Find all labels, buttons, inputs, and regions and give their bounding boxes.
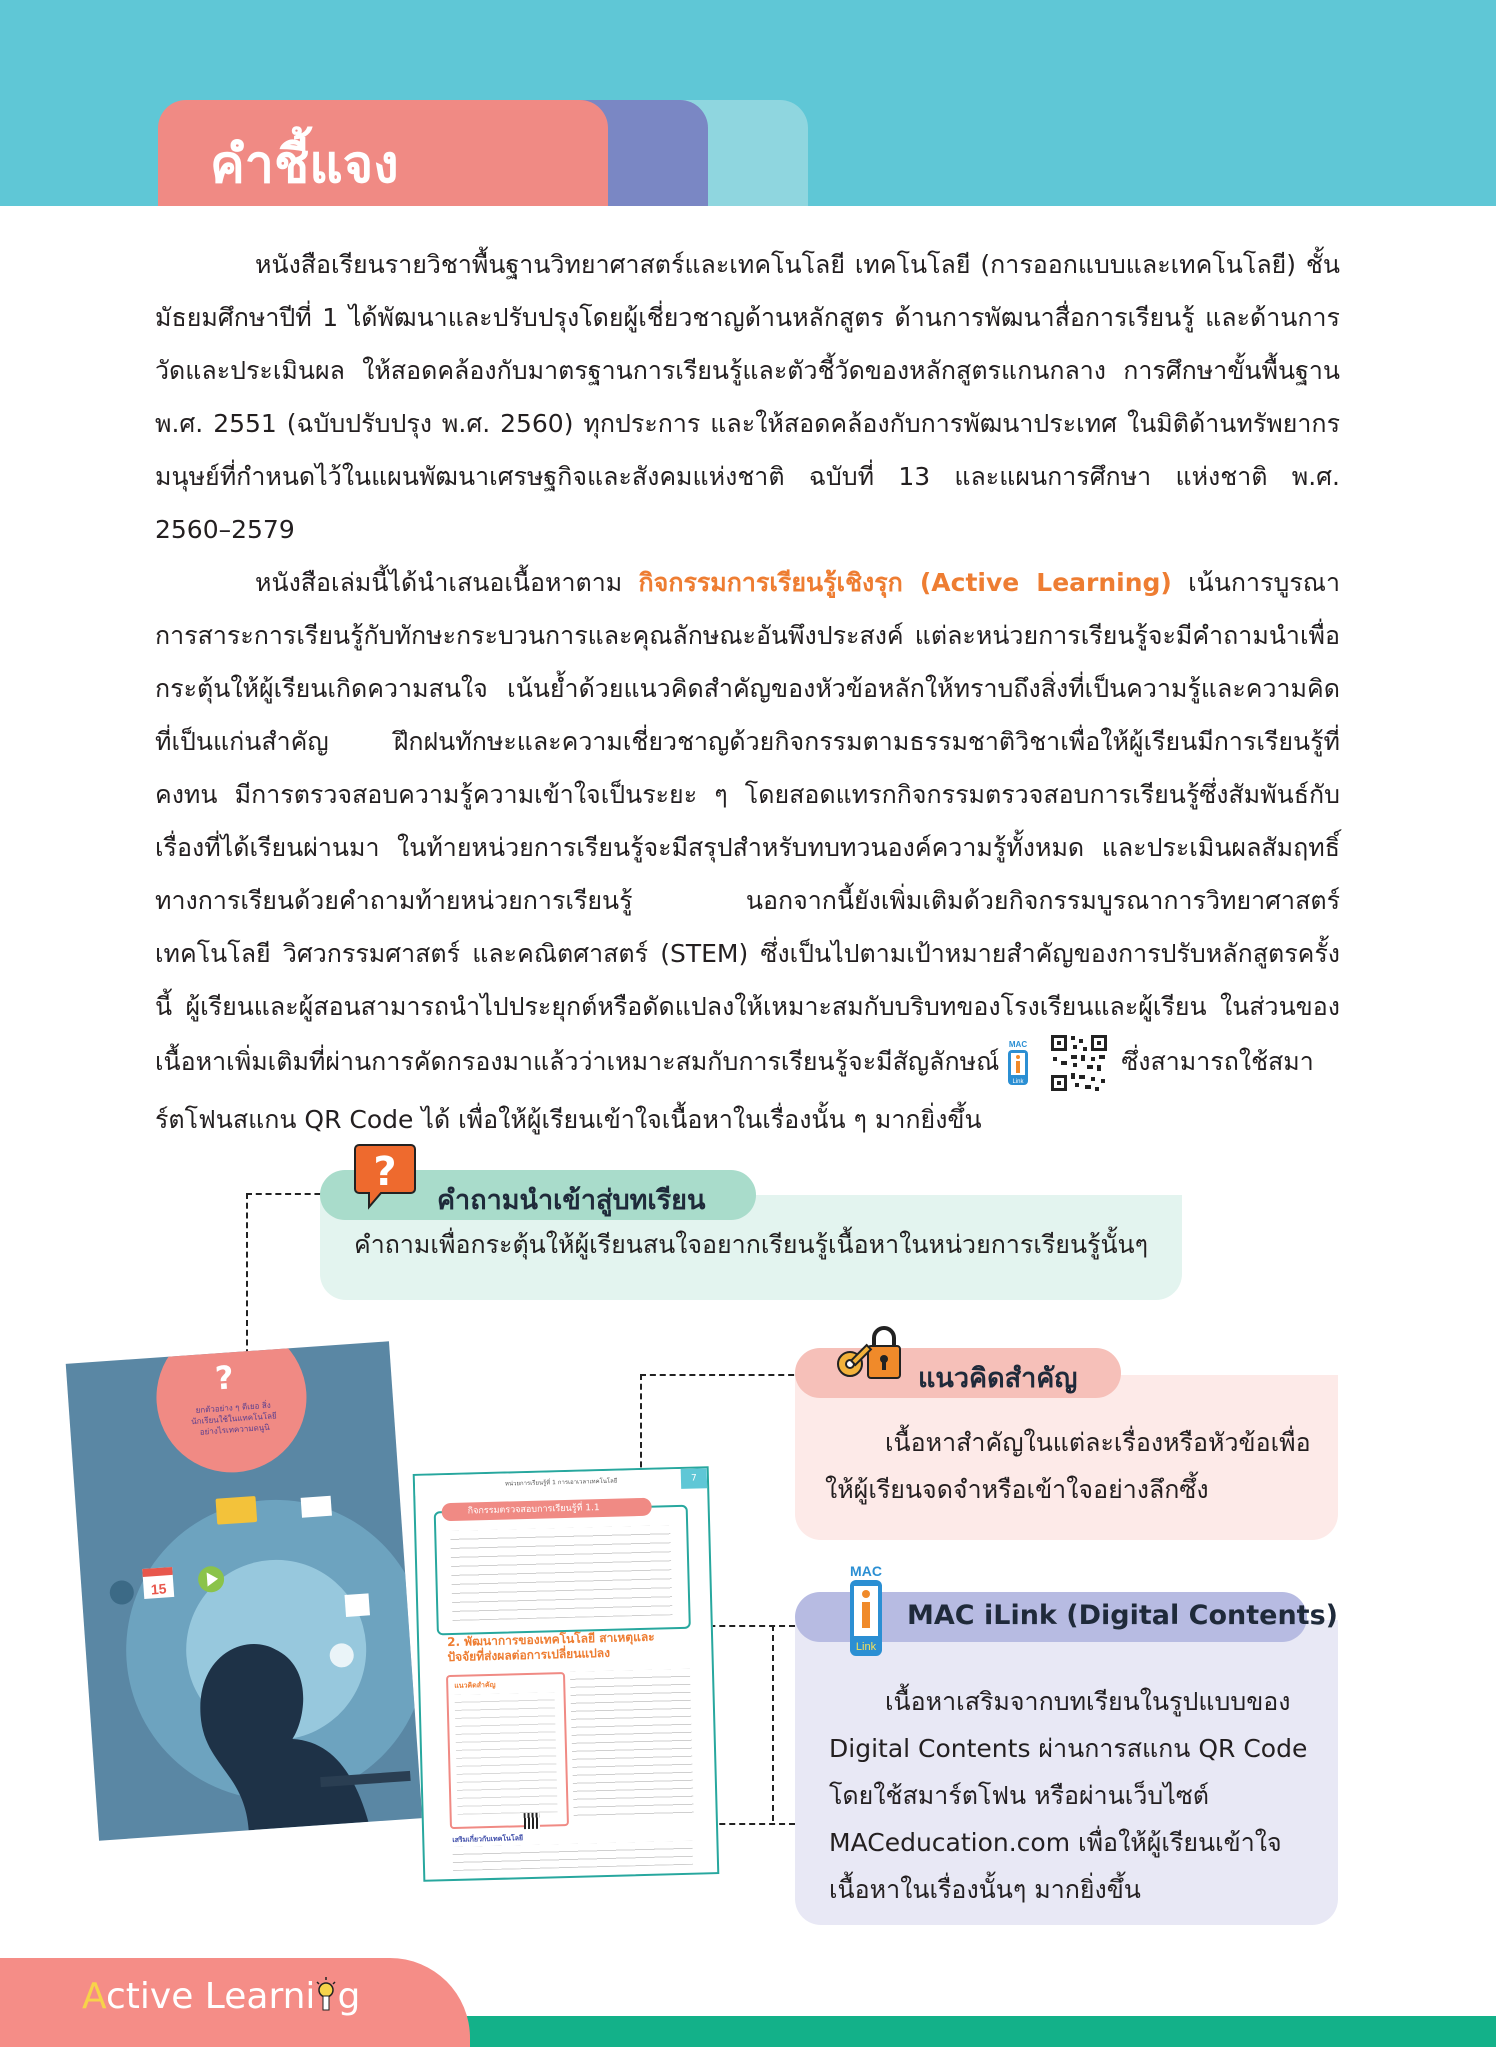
cover-calendar-day: 15 [150,1580,167,1598]
mac-ilink-icon [846,1562,886,1658]
mac-badge-bottom: Link [855,1641,877,1653]
intro-paragraph-2 [155,556,1340,1146]
sample-bottom-lines [452,1841,693,1871]
sample-page-header-text: หน่วยการเรียนรู้ที่ 1 การเอาเวลาเทคโนโลยี [504,1477,618,1488]
sample-bottom-heading: เสริมเกี่ยวกับเทคโนโลยี [452,1834,524,1845]
svg-text:Link: Link [1012,1079,1024,1085]
feature-title: แนวคิดสำคัญ [918,1363,1078,1394]
sample-concept-box [446,1672,569,1829]
cover-mail-icon [301,1496,332,1518]
cover-illustration [66,1341,423,1840]
lightbulb-icon [315,1976,337,2014]
qr-code-icon [1049,1033,1109,1093]
mac-badge-top: MAC [850,1563,882,1579]
intro-paragraph-1 [155,238,1340,556]
sample-text-column [570,1669,694,1822]
sample-section-heading: 2. พัฒนาการของเทคโนโลยี สาเหตุและปัจจัยที่ส่งผลต่อการเปลี่ยนแปลง [446,1629,655,1665]
sample-book-cover [66,1341,423,1840]
feature-title: คำถามนำเข้าสู่บทเรียน [437,1185,706,1216]
active-learning-highlight: กิจกรรมการเรียนรู้เชิงรุก (Active Learning) [638,568,1172,597]
footer-label-first-letter: A [82,1976,106,2017]
intro-paragraph-1-text: หนังสือเรียนรายวิชาพื้นฐานวิทยาศาสตร์และเทคโนโลยี เทคโนโลยี (การออกแบบและเทคโนโลยี) ชั้นมัธยมศึกษาปีที่ 1 ได้พัฒนาและปรับปรุงโดยผู้เชี่ยวชาญด้านหลักสูตร ด้านการพัฒนาสื่อการเรียนรู้ และด้านการวัดและประเมินผล ให้สอดคล้องกับมาตรฐานการเรียนรู้และตัวชี้วัดของหลักสูตรแกนกลาง การศึกษาขั้นพื้นฐาน พ.ศ. 2551 (ฉบับปรับปรุง พ.ศ. 2560) ทุกประการ และให้สอดคล้องกับการพัฒนาประเทศ ในมิติด้านทรัพยากรมนุษย์ที่กำหนดไว้ในแผนพัฒนาเศรษฐกิจและสังคมแห่งชาติ ฉบับที่ 13 และแผนการศึกษา แห่งชาติ พ.ศ. 2560–2579 [155,250,1340,544]
feature-box-key-concept [795,1375,1338,1540]
footer-active-learning-label [82,1976,360,2017]
feature-description: เนื้อหาสำคัญในแต่ละเรื่องหรือหัวข้อเพื่อให้ผู้เรียนจดจำหรือเข้าใจอย่างลึกซึ้ง [825,1428,1311,1504]
sample-activity-lines [450,1525,672,1621]
cover-gift-icon [345,1593,370,1617]
cover-dollar-icon [109,1580,135,1606]
footer-label-text-end: g [337,1976,361,2017]
mac-ilink-icon [1005,1039,1031,1087]
svg-text:MAC: MAC [1009,1040,1028,1049]
feature-title: MAC iLink (Digital Contents) [907,1600,1338,1631]
connector-line [772,1625,775,1821]
title-tab-front [158,100,608,206]
sample-activity-box [434,1505,691,1636]
intro-text [155,238,1340,1146]
footer-band [440,2016,1496,2047]
intro-paragraph-2-body: เน้นการบูรณาการสาระการเรียนรู้กับทักษะกระบวนการและคุณลักษณะอันพึงประสงค์ แต่ละหน่วยการเรียนรู้จะมีคำถามนำเพื่อกระตุ้นให้ผู้เรียนเกิดความสนใจ เน้นย้ำด้วยแนวคิดสำคัญของหัวข้อหลักให้ทราบถึงสิ่งที่เป็นความรู้และความคิดที่เป็นแก่นสำคัญ ฝึกฝนทักษะและความเชี่ยวชาญด้วยกิจกรรมตามธรรมชาติวิชาเพื่อให้ผู้เรียนมีการเรียนรู้ที่คงทน มีการตรวจสอบความรู้ความเข้าใจเป็นระยะ ๆ โดยสอดแทรกกิจกรรมตรวจสอบการเรียนรู้ซึ่งสัมพันธ์กับเรื่องที่ได้เรียนผ่านมา ในท้ายหน่วยการเรียนรู้จะมีสรุปสำหรับทบทวนองค์ความรู้ทั้งหมด และประเมินผลสัมฤทธิ์ทางการเรียนด้วยคำถามท้ายหน่วยการเรียนรู้ นอกจากนี้ยังเพิ่มเติมด้วยกิจกรรมบูรณาการวิทยาศาสตร์ เทคโนโลยี วิศวกรรมศาสตร์ และคณิตศาสตร์ (STEM) ซึ่งเป็นไปตามเป้าหมายสำคัญของการปรับหลักสูตรครั้งนี้ ผู้เรียนและผู้สอนสามารถนำไปประยุกต์หรือดัดแปลงให้เหมาะสมกับบริบทของโรงเรียนและผู้เรียน ในส่วนของเนื้อหาเพิ่มเติมที่ผ่านการคัดกรองมาแล้วว่าเหมาะสมกับการเรียนรู้จะมีสัญลักษณ์ [155,568,1340,1076]
cover-laptop-icon [215,1496,257,1525]
intro-paragraph-2-tail: ซึ่งสามารถใช้สมาร์ตโฟนสแกน QR Code ได้ เพื่อให้ผู้เรียนเข้าใจเนื้อหาในเรื่องนั้น ๆ มากยิ่งขึ้น [155,1047,1314,1134]
intro-paragraph-2-lead: หนังสือเล่มนี้ได้นำเสนอเนื้อหาตาม [255,568,639,597]
question-mark-icon [353,1141,417,1211]
svg-text:?: ? [373,1149,397,1195]
cover-caption: ยกตัวอย่าง ๆ ดีเยอ สิ่งนักเรียนใช้ในแทคโนโลยีอย่างไรเทความดนูนิ [190,1400,277,1437]
sample-qr-icon [524,1813,540,1829]
sample-page-number: 7 [681,1468,708,1489]
footer-label-text: ctive Learni [106,1976,316,2017]
feature-box-mac-ilink [795,1620,1338,1925]
page-title: คำชี้แจง [210,135,399,195]
key-lock-icon [830,1322,902,1384]
sample-inner-page [413,1466,720,1882]
sample-activity-title: กิจกรรมตรวจสอบการเรียนรู้ที่ 1.1 [441,1498,651,1521]
sample-concept-label: แนวคิดสำคัญ [454,1680,496,1690]
sample-concept-lines [455,1692,558,1815]
feature-description: เนื้อหาเสริมจากบทเรียนในรูปแบบของ Digital Contents ผ่านการสแกน QR Code โดยใช้สมาร์ตโฟน หรือผ่านเว็บไซต์ MACeducation.com เพื่อให้ผู้เรียนเข้าใจเนื้อหาในเรื่องนั้นๆ มากยิ่งขึ้น [829,1687,1308,1904]
cover-question-mark: ? [213,1358,235,1398]
feature-description: คำถามเพื่อกระตุ้นให้ผู้เรียนสนใจอยากเรียนรู้เนื้อหาในหน่วยการเรียนรู้นั้นๆ [354,1230,1149,1259]
sample-page-header [415,1468,707,1496]
